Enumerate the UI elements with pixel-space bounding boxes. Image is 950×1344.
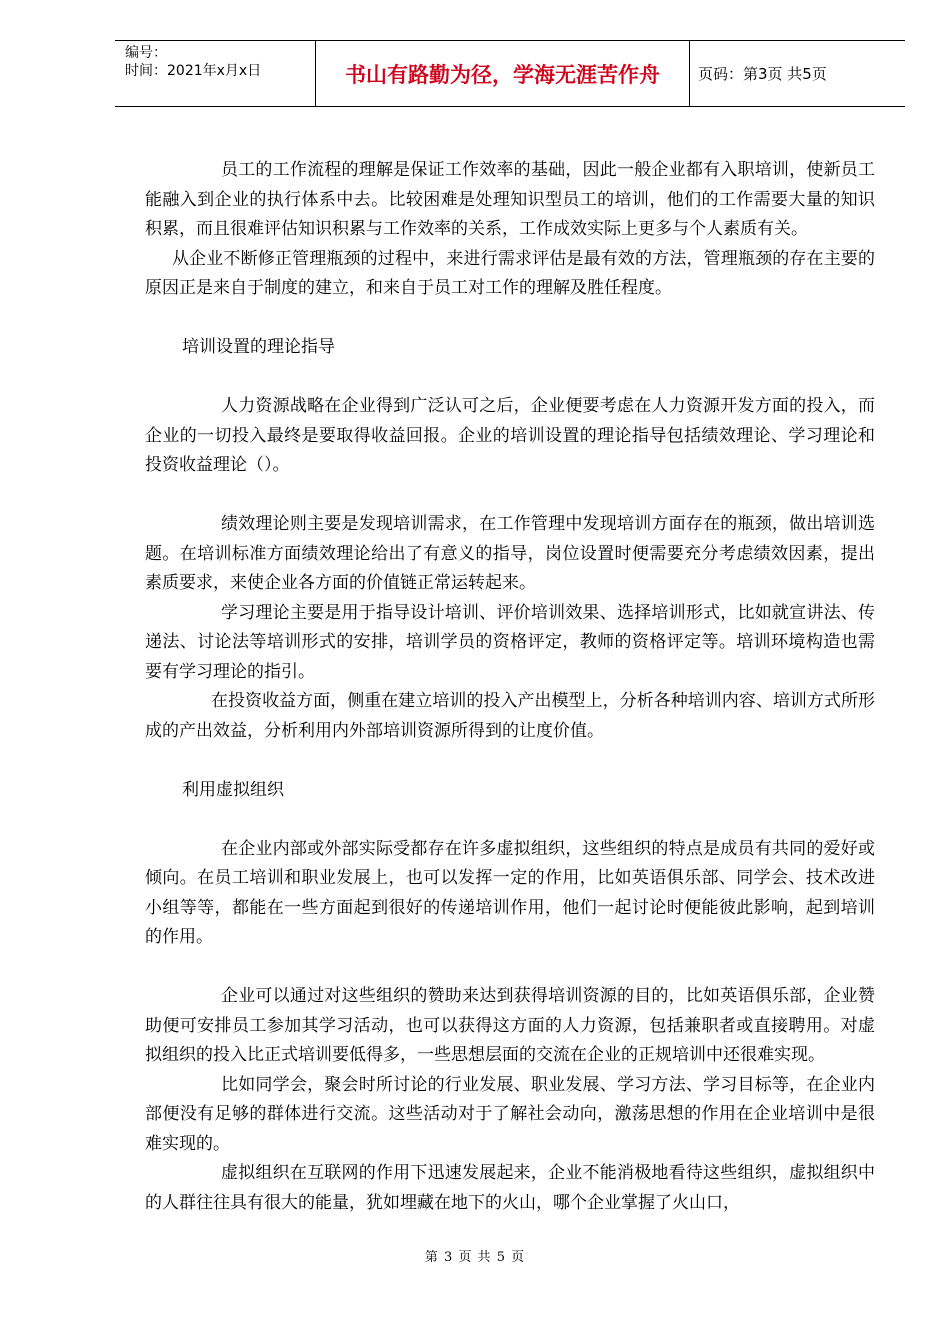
paragraph-onboarding: 员工的工作流程的理解是保证工作效率的基础，因此一般企业都有入职培训，使新员工能融入到企业的执行体系中去。比较困难是处理知识型员工的培训，他们的工作需要大量的知识积累，而且很难评估知识积累与工作效率的关系，工作成效实际上更多与个人素质有关。: [145, 160, 875, 239]
paragraph-performance-theory: 绩效理论则主要是发现培训需求，在工作管理中发现培训方面存在的瓶颈，做出培训选题。在培训标准方面绩效理论给出了有意义的指导，岗位设置时便需要充分考虑绩效因素，提出素质要求，来使企业各方面的价值链正常运转起来。: [145, 514, 875, 593]
spacer: [145, 481, 875, 511]
section-heading-virtual-org: 利用虚拟组织: [182, 779, 284, 800]
page-footer: 第 3 页 共 5 页: [424, 1250, 526, 1265]
paragraph-alumni: 比如同学会，聚会时所讨论的行业发展、职业发展、学习方法、学习目标等，在企业内部便没有足够的群体进行交流。这些活动对于了解社会动向，激荡思想的作用在企业培训中是很难实现的。: [145, 1074, 875, 1154]
section-heading-theory: 培训设置的理论指导: [182, 337, 335, 357]
paragraph-sponsorship: 企业可以通过对这些组织的赞助来达到获得培训资源的目的，比如英语俱乐部，企业赞助便可安排员工参加其学习活动，也可以获得这方面的人力资源，包括兼职者或直接聘用。对虚拟组织的投入比正式培训要低得多，一些思想层面的交流在企业的正规培训中还很难实现。: [145, 986, 875, 1065]
header-page-info: 页码：第3页 共5页: [698, 65, 827, 83]
header-motto: 书山有路勤为径，学海无涯苦作舟: [315, 41, 690, 106]
spacer: [145, 805, 875, 835]
document-time-label: 时间：2021年x月x日: [125, 63, 262, 79]
paragraph-learning-theory: 学习理论主要是用于指导设计培训、评价培训效果、选择培训形式，比如就宣讲法、传递法、讨论法等培训形式的安排，培训学员的资格评定，教师的资格评定等。培训环境构造也需要有学习理论的指引。: [145, 602, 875, 682]
page-header: [115, 40, 905, 107]
spacer: [145, 953, 875, 983]
spacer: [145, 304, 875, 334]
paragraph-investment-return: 在投资收益方面，侧重在建立培训的投入产出模型上，分析各种培训内容、培训方式所形成的产出效益，分析利用内外部培训资源所得到的让度价值。: [145, 691, 875, 741]
spacer: [145, 363, 875, 393]
paragraph-hr-strategy: 人力资源战略在企业得到广泛认可之后，企业便要考虑在人力资源开发方面的投入，而企业的一切投入最终是要取得收益回报。企业的培训设置的理论指导包括绩效理论、学习理论和投资收益理论（）。: [145, 396, 875, 475]
document-number-label: 编号：: [125, 45, 167, 61]
document-body: [145, 156, 875, 1218]
header-meta: [115, 41, 315, 106]
paragraph-bottleneck: 从企业不断修正管理瓶颈的过程中，来进行需求评估是最有效的方法，管理瓶颈的存在主要的原因正是来自于制度的建立，和来自于员工对工作的理解及胜任程度。: [145, 248, 875, 298]
paragraph-internet: 虚拟组织在互联网的作用下迅速发展起来，企业不能消极地看待这些组织，虚拟组织中的人群往往具有很大的能量，犹如埋藏在地下的火山，哪个企业掌握了火山口，: [145, 1163, 875, 1213]
spacer: [145, 746, 875, 776]
paragraph-virtual-org-intro: 在企业内部或外部实际受都存在许多虚拟组织，这些组织的特点是成员有共同的爱好或倾向。在员工培训和职业发展上，也可以发挥一定的作用，比如英语俱乐部、同学会、技术改进小组等等，都能在一些方面起到很好的传递培训作用，他们一起讨论时便能彼此影响，起到培训的作用。: [145, 838, 875, 947]
